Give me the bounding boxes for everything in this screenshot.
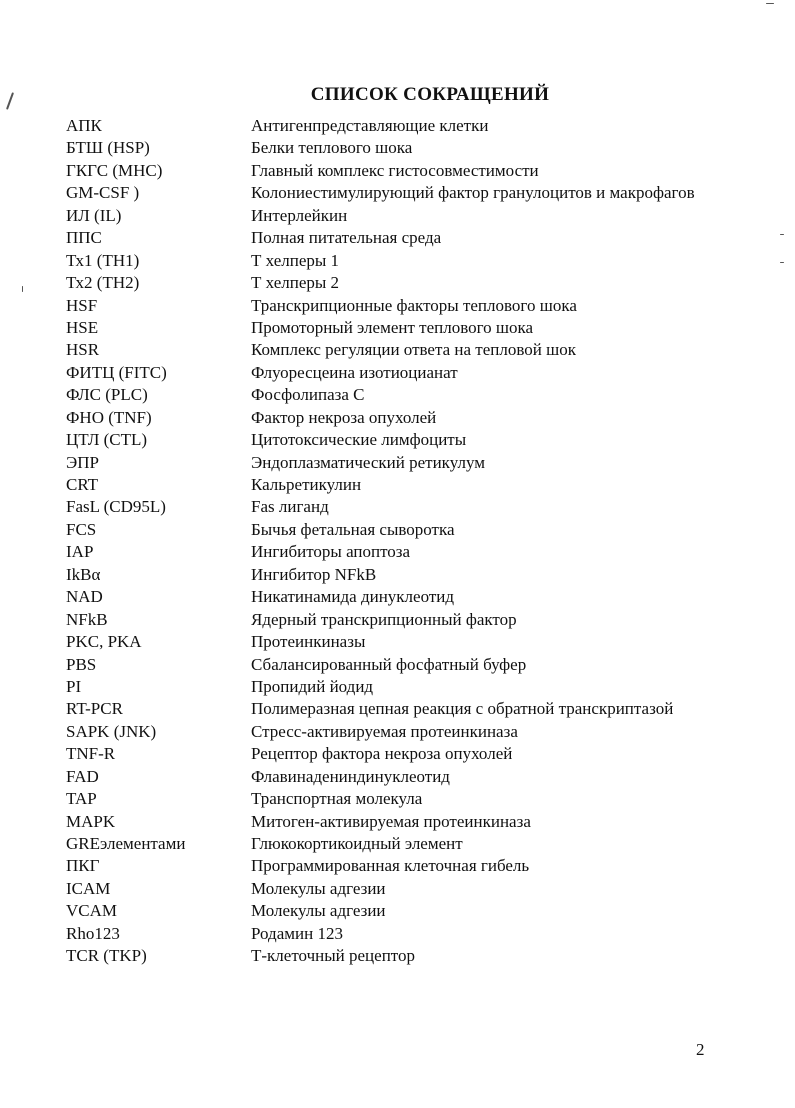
abbreviation-term: GREэлементами bbox=[66, 834, 186, 853]
abbreviation-term: HSF bbox=[66, 295, 98, 315]
abbreviation-row bbox=[0, 182, 795, 204]
abbreviation-row bbox=[0, 586, 795, 608]
abbreviation-term: HSE bbox=[66, 317, 99, 337]
abbreviation-term: ФИТЦ (FITC) bbox=[66, 362, 167, 382]
abbreviation-row bbox=[0, 227, 795, 249]
abbreviation-term: ЦТЛ (CTL) bbox=[66, 430, 148, 450]
abbreviation-term: FasL (CD95L) bbox=[66, 497, 166, 517]
abbreviation-meaning: Ингибиторы апоптоза bbox=[251, 542, 411, 562]
abbreviation-meaning: Родамин 123 bbox=[251, 923, 343, 943]
abbreviation-term: Rho123 bbox=[66, 923, 120, 943]
abbreviation-row bbox=[0, 698, 795, 720]
abbreviation-meaning: Фактор некроза опухолей bbox=[251, 407, 437, 427]
abbreviation-row bbox=[0, 272, 795, 294]
abbreviation-meaning: Флуоресцеина изотиоцианат bbox=[251, 362, 458, 382]
abbreviation-term: FCS bbox=[66, 519, 97, 539]
abbreviation-term: TCR (TKP) bbox=[66, 946, 147, 966]
abbreviation-row bbox=[0, 115, 795, 137]
page-number: 2 bbox=[696, 1040, 705, 1059]
abbreviation-meaning: Транскрипционные факторы теплового шока bbox=[251, 295, 577, 315]
abbreviation-term: ICAM bbox=[66, 878, 111, 898]
abbreviation-term: SAPK (JNK) bbox=[66, 721, 157, 741]
abbreviation-row bbox=[0, 339, 795, 361]
abbreviation-row bbox=[0, 564, 795, 586]
abbreviation-meaning: Бычья фетальная сыворотка bbox=[251, 519, 455, 539]
abbreviation-row bbox=[0, 295, 795, 317]
abbreviation-row bbox=[0, 900, 795, 922]
abbreviation-term: MAPK bbox=[66, 811, 116, 831]
abbreviation-meaning: Т хелперы 1 bbox=[251, 250, 340, 270]
abbreviation-term: IAP bbox=[66, 542, 94, 562]
abbreviation-term: ИЛ (IL) bbox=[66, 205, 122, 225]
abbreviation-meaning: Пропидий йодид bbox=[251, 676, 374, 696]
abbreviation-meaning: Молекулы адгезии bbox=[251, 878, 386, 898]
abbreviation-meaning: Сбалансированный фосфатный буфер bbox=[251, 654, 527, 674]
abbreviation-row bbox=[0, 788, 795, 810]
abbreviation-meaning: Кальретикулин bbox=[251, 475, 362, 494]
abbreviation-term: FAD bbox=[66, 766, 99, 786]
abbreviation-row bbox=[0, 250, 795, 272]
abbreviation-meaning: Комплекс регуляции ответа на тепловой шок bbox=[251, 340, 576, 360]
abbreviation-meaning: Фосфолипаза С bbox=[251, 385, 365, 405]
scan-speck bbox=[766, 3, 774, 4]
abbreviation-meaning: Колониестимулирующий фактор гранулоцитов и макрофагов bbox=[251, 183, 695, 203]
abbreviation-row bbox=[0, 137, 795, 159]
abbreviation-row bbox=[0, 766, 795, 788]
abbreviation-term: PKC, PKA bbox=[66, 632, 142, 652]
abbreviation-term: RT-PCR bbox=[66, 699, 123, 719]
abbreviation-row bbox=[0, 362, 795, 384]
abbreviation-meaning: Интерлейкин bbox=[251, 205, 348, 225]
abbreviation-meaning: Т-клеточный рецептор bbox=[251, 946, 416, 966]
abbreviation-row bbox=[0, 609, 795, 631]
abbreviation-row bbox=[0, 317, 795, 339]
abbreviation-row bbox=[0, 923, 795, 945]
abbreviation-list bbox=[0, 115, 795, 968]
abbreviation-row bbox=[0, 160, 795, 182]
abbreviation-term: ПКГ bbox=[66, 856, 100, 876]
abbreviation-meaning: Т хелперы 2 bbox=[251, 273, 340, 293]
abbreviation-meaning: Никатинамида динуклеотид bbox=[251, 587, 455, 607]
abbreviation-term: NFkB bbox=[66, 609, 108, 629]
abbreviation-term: IkBα bbox=[66, 564, 101, 584]
abbreviation-meaning: Рецептор фактора некроза опухолей bbox=[251, 744, 513, 764]
abbreviation-term: TAP bbox=[66, 789, 97, 809]
abbreviation-row bbox=[0, 721, 795, 743]
abbreviation-meaning: Главный комплекс гистосовместимости bbox=[251, 160, 539, 180]
abbreviation-term: Тх1 (TH1) bbox=[66, 250, 140, 270]
abbreviation-row bbox=[0, 407, 795, 429]
abbreviation-term: CRT bbox=[66, 475, 99, 494]
abbreviation-term: ППС bbox=[66, 228, 102, 248]
abbreviation-term: TNF-R bbox=[66, 744, 116, 764]
page-title: СПИСОК СОКРАЩЕНИЙ bbox=[310, 84, 550, 105]
abbreviation-meaning: Цитотоксические лимфоциты bbox=[251, 430, 467, 450]
abbreviation-term: ГКГС (MHC) bbox=[66, 160, 163, 180]
abbreviation-row bbox=[0, 541, 795, 563]
abbreviation-meaning: Ингибитор NFkB bbox=[251, 564, 377, 584]
abbreviation-meaning: Ядерный транскрипционный фактор bbox=[251, 609, 517, 629]
abbreviation-row bbox=[0, 855, 795, 877]
abbreviation-row bbox=[0, 452, 795, 474]
abbreviation-row bbox=[0, 654, 795, 676]
abbreviation-row bbox=[0, 519, 795, 541]
abbreviation-term: NAD bbox=[66, 587, 103, 607]
abbreviation-row bbox=[0, 474, 795, 496]
abbreviation-term: БТШ (HSP) bbox=[66, 138, 150, 158]
abbreviation-term: GM-CSF ) bbox=[66, 183, 140, 203]
abbreviation-term: HSR bbox=[66, 340, 100, 360]
abbreviation-meaning: Промоторный элемент теплового шока bbox=[251, 317, 534, 337]
abbreviation-meaning: Эндоплазматический ретикулум bbox=[251, 452, 485, 472]
abbreviation-meaning: Антигенпредставляющие клетки bbox=[251, 116, 489, 135]
abbreviation-term: VCAM bbox=[66, 901, 118, 921]
abbreviation-row bbox=[0, 496, 795, 518]
abbreviation-meaning: Митоген-активируемая протеинкиназа bbox=[251, 811, 531, 831]
abbreviation-term: АПК bbox=[66, 116, 102, 135]
abbreviation-term: Тх2 (TH2) bbox=[66, 273, 140, 293]
abbreviation-meaning: Молекулы адгезии bbox=[251, 901, 386, 921]
abbreviation-meaning: Протеинкиназы bbox=[251, 632, 366, 652]
abbreviation-meaning: Глюкокортикоидный элемент bbox=[251, 834, 463, 853]
abbreviation-term: ФНО (TNF) bbox=[66, 407, 152, 427]
abbreviation-term: ЭПР bbox=[66, 452, 99, 472]
abbreviation-meaning: Транспортная молекула bbox=[251, 789, 423, 809]
abbreviation-row bbox=[0, 743, 795, 765]
abbreviation-row bbox=[0, 205, 795, 227]
abbreviation-row bbox=[0, 945, 795, 967]
abbreviation-term: PBS bbox=[66, 654, 97, 674]
abbreviation-meaning: Белки теплового шока bbox=[251, 138, 413, 158]
abbreviation-term: ФЛС (PLC) bbox=[66, 385, 148, 405]
abbreviation-row bbox=[0, 878, 795, 900]
abbreviation-row bbox=[0, 384, 795, 406]
abbreviation-meaning: Полимеразная цепная реакция с обратной транскриптазой bbox=[251, 699, 674, 719]
abbreviation-meaning: Fas лиганд bbox=[251, 497, 329, 517]
abbreviation-term: PI bbox=[66, 676, 82, 696]
abbreviation-meaning: Программированная клеточная гибель bbox=[251, 856, 530, 876]
abbreviation-meaning: Стресс-активируемая протеинкиназа bbox=[251, 721, 518, 741]
abbreviation-row bbox=[0, 811, 795, 833]
abbreviation-meaning: Полная питательная среда bbox=[251, 228, 442, 248]
abbreviation-row bbox=[0, 429, 795, 451]
abbreviation-row bbox=[0, 676, 795, 698]
abbreviation-row bbox=[0, 631, 795, 653]
abbreviation-meaning: Флавинадениндинуклеотид bbox=[251, 766, 450, 786]
abbreviation-row bbox=[0, 833, 795, 855]
